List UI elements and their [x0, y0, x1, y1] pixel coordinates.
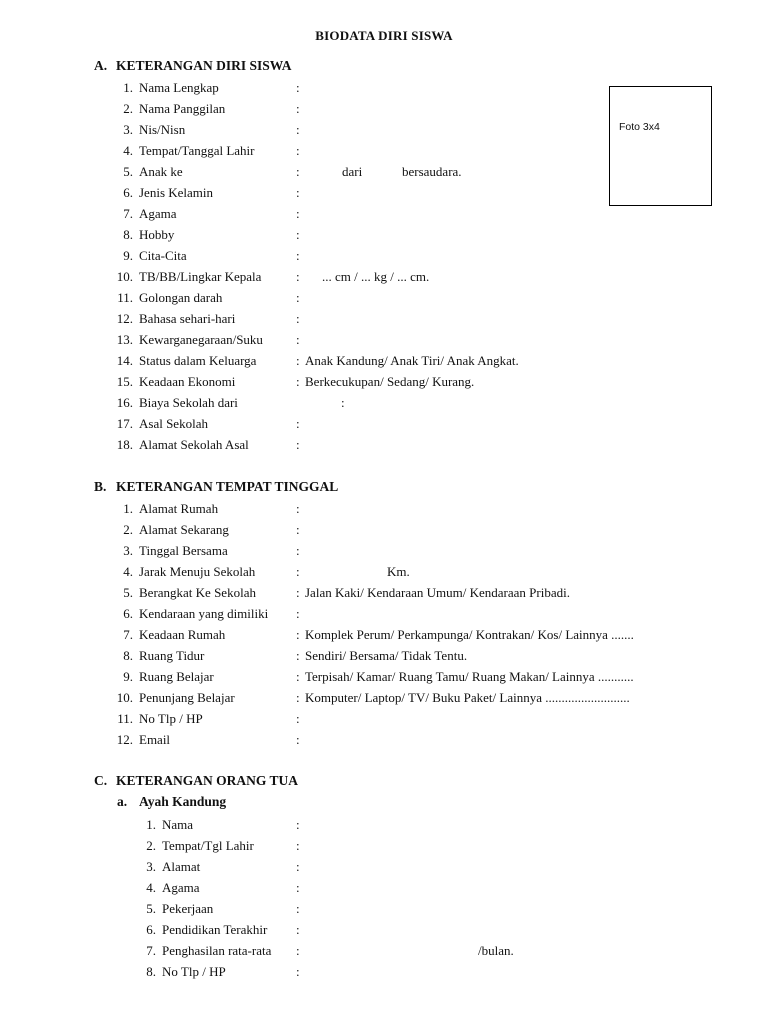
- row-number: 11.: [117, 711, 133, 726]
- row-number: 12.: [116, 732, 133, 747]
- row-number: 3.: [123, 122, 133, 137]
- form-row: [0, 267, 768, 286]
- form-row: [0, 372, 768, 391]
- row-number: 9.: [123, 669, 133, 684]
- form-row: [0, 625, 768, 644]
- form-row: [0, 667, 768, 686]
- row-value-field[interactable]: Komplek Perum/ Perkampunga/ Kontrakan/ Kos/ Lainnya .......: [305, 627, 634, 642]
- row-number: 18.: [116, 437, 133, 452]
- photo-label: Foto 3x4: [619, 121, 660, 133]
- row-label: Tempat/Tanggal Lahir: [139, 143, 255, 158]
- row-number: 3.: [123, 543, 133, 558]
- form-row: [0, 730, 768, 749]
- form-row: [0, 836, 768, 855]
- row-colon: :: [296, 269, 300, 284]
- row-colon: :: [296, 564, 300, 579]
- row-colon: :: [296, 817, 300, 832]
- form-row: [0, 435, 768, 454]
- form-row: [0, 99, 768, 118]
- row-colon: :: [296, 185, 300, 200]
- row-extra-text: Km.: [387, 564, 410, 579]
- row-number: 5.: [123, 164, 133, 179]
- form-row: [0, 541, 768, 560]
- row-label: Penghasilan rata-rata: [162, 943, 272, 958]
- row-label: Jenis Kelamin: [139, 185, 214, 200]
- row-label: Ruang Tidur: [139, 648, 205, 663]
- row-colon: :: [296, 943, 300, 958]
- row-number: 11.: [117, 290, 133, 305]
- row-colon: :: [296, 122, 300, 137]
- form-row: [0, 141, 768, 160]
- form-row: [0, 709, 768, 728]
- row-label: Alamat Sekolah Asal: [139, 437, 249, 452]
- row-number: 13.: [116, 332, 133, 347]
- row-colon: :: [296, 101, 300, 116]
- form-row: [0, 899, 768, 918]
- row-label: Status dalam Keluarga: [139, 353, 257, 368]
- row-value-field[interactable]: Komputer/ Laptop/ TV/ Buku Paket/ Lainnya ..........................: [305, 690, 630, 705]
- row-number: 14.: [116, 353, 133, 368]
- document-title: BIODATA DIRI SISWA: [315, 28, 453, 43]
- form-row: [0, 920, 768, 939]
- section-a-letter: A.: [94, 58, 108, 73]
- row-colon: :: [296, 290, 300, 305]
- form-row: [0, 878, 768, 897]
- row-number: 8.: [123, 227, 133, 242]
- form-row: [0, 962, 768, 981]
- row-label: Nis/Nisn: [139, 122, 186, 137]
- row-number: 7.: [146, 943, 156, 958]
- form-row: [0, 941, 768, 960]
- row-label: Nama Lengkap: [139, 80, 219, 95]
- row-number: 5.: [146, 901, 156, 916]
- row-label: Pendidikan Terakhir: [162, 922, 268, 937]
- row-number: 10.: [116, 269, 133, 284]
- form-row: [0, 583, 768, 602]
- row-label: Golongan darah: [139, 290, 223, 305]
- form-row: [0, 351, 768, 370]
- row-colon: :: [296, 606, 300, 621]
- row-label: Tempat/Tgl Lahir: [162, 838, 254, 853]
- row-colon: :: [296, 143, 300, 158]
- row-colon: :: [296, 732, 300, 747]
- row-value-field[interactable]: ... cm / ... kg / ... cm.: [322, 269, 430, 284]
- row-label: Agama: [139, 206, 177, 221]
- section-b-title: KETERANGAN TEMPAT TINGGAL: [116, 479, 339, 494]
- form-row: [0, 204, 768, 223]
- row-label: No Tlp / HP: [162, 964, 226, 979]
- row-number: 16.: [116, 395, 133, 410]
- row-label: Alamat: [162, 859, 201, 874]
- form-row: [0, 309, 768, 328]
- row-number: 1.: [123, 80, 133, 95]
- form-row: [0, 183, 768, 202]
- row-colon: :: [296, 501, 300, 516]
- row-label: Kewarganegaraan/Suku: [139, 332, 263, 347]
- row-label: Keadaan Ekonomi: [139, 374, 236, 389]
- row-label: Nama Panggilan: [139, 101, 226, 116]
- row-label: Penunjang Belajar: [139, 690, 235, 705]
- section-c-sub-a-title: Ayah Kandung: [139, 794, 227, 809]
- form-row: [0, 562, 768, 581]
- row-colon: :: [296, 80, 300, 95]
- row-number: 10.: [116, 690, 133, 705]
- row-number: 7.: [123, 206, 133, 221]
- form-row: [0, 499, 768, 518]
- form-row: [0, 120, 768, 139]
- row-colon: :: [296, 627, 300, 642]
- row-number: 4.: [146, 880, 156, 895]
- row-label: Alamat Sekarang: [139, 522, 229, 537]
- section-a-heading: [94, 58, 292, 74]
- row-colon: :: [296, 437, 300, 452]
- row-number: 9.: [123, 248, 133, 263]
- row-value-field[interactable]: Jalan Kaki/ Kendaraan Umum/ Kendaraan Pribadi.: [305, 585, 570, 600]
- row-colon: :: [341, 395, 345, 410]
- row-number: 6.: [123, 185, 133, 200]
- row-label: Email: [139, 732, 171, 747]
- form-row: [0, 604, 768, 623]
- row-number: 6.: [146, 922, 156, 937]
- row-colon: :: [296, 669, 300, 684]
- row-number: 15.: [116, 374, 133, 389]
- row-colon: :: [296, 838, 300, 853]
- row-label: Asal Sekolah: [139, 416, 208, 431]
- row-number: 12.: [116, 311, 133, 326]
- row-colon: :: [296, 859, 300, 874]
- row-value-field[interactable]: Sendiri/ Bersama/ Tidak Tentu.: [305, 648, 468, 663]
- row-colon: :: [296, 964, 300, 979]
- row-label: Keadaan Rumah: [139, 627, 226, 642]
- row-colon: :: [296, 690, 300, 705]
- row-number: 2.: [123, 101, 133, 116]
- row-colon: :: [296, 206, 300, 221]
- row-value-field[interactable]: Anak Kandung/ Anak Tiri/ Anak Angkat.: [305, 353, 519, 368]
- row-colon: :: [296, 374, 300, 389]
- row-extra-text: dari: [342, 164, 363, 179]
- row-number: 4.: [123, 564, 133, 579]
- row-colon: :: [296, 227, 300, 242]
- row-label: Hobby: [139, 227, 175, 242]
- row-colon: :: [296, 880, 300, 895]
- row-number: 2.: [146, 838, 156, 853]
- row-label: Pekerjaan: [162, 901, 214, 916]
- form-row: [0, 393, 768, 412]
- row-label: Cita-Cita: [139, 248, 187, 263]
- row-colon: :: [296, 416, 300, 431]
- row-colon: :: [296, 922, 300, 937]
- row-label: Ruang Belajar: [139, 669, 214, 684]
- section-b-letter: B.: [94, 479, 107, 494]
- row-label: Kendaraan yang dimiliki: [139, 606, 269, 621]
- row-label: Nama: [162, 817, 194, 832]
- row-colon: :: [296, 522, 300, 537]
- row-label: TB/BB/Lingkar Kepala: [139, 269, 262, 284]
- row-colon: :: [296, 311, 300, 326]
- row-label: Agama: [162, 880, 200, 895]
- form-row: [0, 688, 768, 707]
- row-number: 8.: [123, 648, 133, 663]
- form-row: [0, 857, 768, 876]
- row-number: 17.: [116, 416, 133, 431]
- row-number: 6.: [123, 606, 133, 621]
- row-number: 5.: [123, 585, 133, 600]
- row-label: No Tlp / HP: [139, 711, 203, 726]
- row-colon: :: [296, 248, 300, 263]
- form-row: [0, 162, 768, 181]
- row-number: 1.: [123, 501, 133, 516]
- row-colon: :: [296, 901, 300, 916]
- form-row: [0, 815, 768, 834]
- row-extra-text: /bulan.: [478, 943, 514, 958]
- row-colon: :: [296, 543, 300, 558]
- form-row: [0, 78, 768, 97]
- form-row: [0, 225, 768, 244]
- form-row: [0, 330, 768, 349]
- row-label: Biaya Sekolah dari: [139, 395, 238, 410]
- row-number: 1.: [146, 817, 156, 832]
- row-colon: :: [296, 164, 300, 179]
- section-b-heading: [94, 479, 338, 495]
- row-colon: :: [296, 353, 300, 368]
- section-c-heading: [94, 773, 298, 789]
- row-number: 7.: [123, 627, 133, 642]
- row-number: 4.: [123, 143, 133, 158]
- row-label: Bahasa sehari-hari: [139, 311, 236, 326]
- section-c-letter: C.: [94, 773, 108, 788]
- form-row: [0, 288, 768, 307]
- row-number: 8.: [146, 964, 156, 979]
- form-row: [0, 520, 768, 539]
- row-label: Jarak Menuju Sekolah: [139, 564, 256, 579]
- row-colon: :: [296, 648, 300, 663]
- row-label: Anak ke: [139, 164, 183, 179]
- form-row: [0, 646, 768, 665]
- section-c-sub-a-heading: [117, 794, 226, 810]
- form-row: [0, 414, 768, 433]
- row-colon: :: [296, 585, 300, 600]
- row-colon: :: [296, 332, 300, 347]
- row-colon: :: [296, 711, 300, 726]
- row-label: Alamat Rumah: [139, 501, 219, 516]
- row-label: Berangkat Ke Sekolah: [139, 585, 256, 600]
- row-value-field[interactable]: Berkecukupan/ Sedang/ Kurang.: [305, 374, 475, 389]
- row-label: Tinggal Bersama: [139, 543, 228, 558]
- section-c-sub-a-letter: a.: [117, 794, 128, 809]
- row-number: 2.: [123, 522, 133, 537]
- section-a-title: KETERANGAN DIRI SISWA: [116, 58, 292, 73]
- section-c-title: KETERANGAN ORANG TUA: [116, 773, 299, 788]
- form-row: [0, 246, 768, 265]
- row-number: 3.: [146, 859, 156, 874]
- row-extra-text: bersaudara.: [402, 164, 462, 179]
- row-value-field[interactable]: Terpisah/ Kamar/ Ruang Tamu/ Ruang Makan/ Lainnya ...........: [305, 669, 634, 684]
